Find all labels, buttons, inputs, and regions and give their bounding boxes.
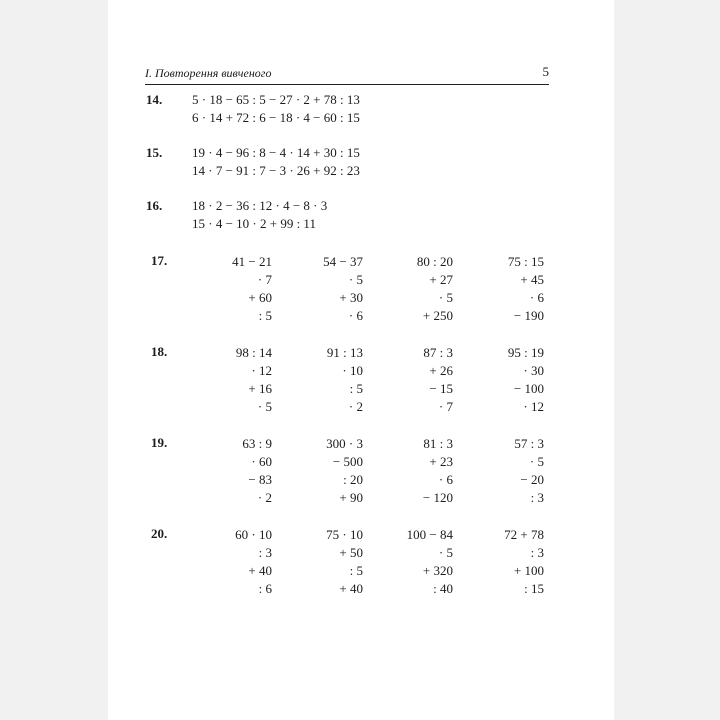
chain-step: + 40 [248, 563, 272, 578]
task-number-14: 14. [146, 92, 163, 107]
task-17-column-4 [484, 253, 544, 325]
chain-step: · 2 [348, 399, 363, 414]
task-18-column-1 [212, 344, 272, 416]
chain-step: 63 : 9 [242, 436, 272, 451]
chain-step: + 27 [429, 272, 453, 287]
chain-step: · 5 [438, 545, 453, 560]
chain-step: 57 : 3 [514, 436, 544, 451]
chain-step: · 5 [348, 272, 363, 287]
task-19-column-3 [393, 435, 453, 507]
chain-step: 100 − 84 [406, 527, 453, 542]
chain-step: · 12 [251, 363, 272, 378]
chain-step: − 15 [429, 381, 453, 396]
task-17-column-3 [393, 253, 453, 325]
section-title: I. Повторення вивченого [145, 66, 272, 80]
chain-step: 80 : 20 [416, 254, 453, 269]
chain-step: : 40 [433, 581, 453, 596]
chain-step: − 100 [513, 381, 544, 396]
chain-step: · 5 [438, 290, 453, 305]
chain-step: · 5 [529, 454, 544, 469]
chain-step: · 5 [257, 399, 272, 414]
task-18-column-3 [393, 344, 453, 416]
chain-step: : 6 [258, 581, 272, 596]
chain-step: 41 − 21 [232, 254, 272, 269]
task-number-15: 15. [146, 145, 163, 160]
chain-step: + 26 [429, 363, 453, 378]
page-number: 5 [542, 64, 549, 79]
task-17-column-1 [212, 253, 272, 325]
chain-step: + 40 [339, 581, 363, 596]
chain-step: 75 · 10 [326, 527, 363, 542]
task-number-19: 19. [151, 435, 168, 450]
task-number-17: 17. [151, 253, 168, 268]
chain-step: : 3 [258, 545, 272, 560]
task-number-16: 16. [146, 198, 163, 213]
task-20-column-4 [484, 526, 544, 598]
chain-step: : 5 [258, 308, 272, 323]
chain-step: 300 · 3 [326, 436, 363, 451]
chain-step: · 7 [438, 399, 453, 414]
chain-step: : 3 [530, 490, 544, 505]
task-19-column-1 [212, 435, 272, 507]
chain-step: 60 · 10 [235, 527, 272, 542]
task-15-line-1: 19 · 4 − 96 : 8 − 4 · 14 + 30 : 15 [192, 145, 360, 160]
chain-step: + 60 [248, 290, 272, 305]
chain-step: − 190 [513, 308, 544, 323]
chain-step: : 20 [343, 472, 363, 487]
task-number-20: 20. [151, 526, 168, 541]
chain-step: + 90 [339, 490, 363, 505]
chain-step: 95 : 19 [507, 345, 544, 360]
task-14-line-2: 6 · 14 + 72 : 6 − 18 · 4 − 60 : 15 [192, 110, 360, 125]
chain-step: : 5 [349, 381, 363, 396]
chain-step: + 30 [339, 290, 363, 305]
chain-step: · 6 [348, 308, 363, 323]
chain-step: − 20 [520, 472, 544, 487]
chain-step: + 100 [513, 563, 544, 578]
task-18-column-2 [303, 344, 363, 416]
task-number-18: 18. [151, 344, 168, 359]
task-17-column-2 [303, 253, 363, 325]
chain-step: · 7 [257, 272, 272, 287]
task-20-column-2 [303, 526, 363, 598]
chain-step: − 83 [248, 472, 272, 487]
chain-step: 98 : 14 [235, 345, 272, 360]
chain-step: + 45 [520, 272, 544, 287]
task-16-line-2: 15 · 4 − 10 · 2 + 99 : 11 [192, 216, 316, 231]
task-20-column-3 [393, 526, 453, 598]
task-19-column-4 [484, 435, 544, 507]
chain-step: · 12 [523, 399, 544, 414]
chain-step: + 250 [422, 308, 453, 323]
task-14-line-1: 5 · 18 − 65 : 5 − 27 · 2 + 78 : 13 [192, 92, 360, 107]
chain-step: · 60 [251, 454, 272, 469]
chain-step: − 120 [422, 490, 453, 505]
task-15-line-2: 14 · 7 − 91 : 7 − 3 · 26 + 92 : 23 [192, 163, 360, 178]
chain-step: 81 : 3 [423, 436, 453, 451]
chain-step: + 50 [339, 545, 363, 560]
chain-step: : 15 [524, 581, 544, 596]
chain-step: + 320 [422, 563, 453, 578]
chain-step: · 30 [523, 363, 544, 378]
chain-step: 75 : 15 [507, 254, 544, 269]
chain-step: 87 : 3 [423, 345, 453, 360]
task-16-line-1: 18 · 2 − 36 : 12 · 4 − 8 · 3 [192, 198, 328, 213]
chain-step: · 6 [529, 290, 544, 305]
chain-step: 91 : 13 [326, 345, 363, 360]
chain-step: + 16 [248, 381, 272, 396]
task-19-column-2 [303, 435, 363, 507]
chain-step: : 5 [349, 563, 363, 578]
chain-step: + 23 [429, 454, 453, 469]
task-20-column-1 [212, 526, 272, 598]
chain-step: − 500 [332, 454, 363, 469]
chain-step: · 10 [342, 363, 363, 378]
chain-step: · 2 [257, 490, 272, 505]
chain-step: 72 + 78 [504, 527, 544, 542]
chain-step: : 3 [530, 545, 544, 560]
page-header [145, 64, 549, 85]
chain-step: 54 − 37 [323, 254, 363, 269]
task-18-column-4 [484, 344, 544, 416]
chain-step: · 6 [438, 472, 453, 487]
